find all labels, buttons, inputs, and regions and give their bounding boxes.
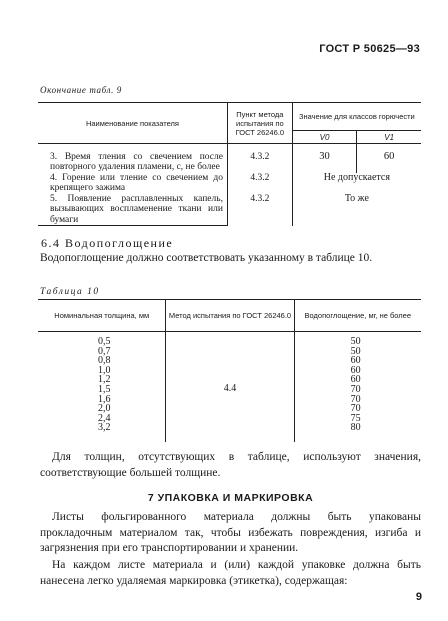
table9-header-method: Пункт метода испытания по ГОСТ 26246.0 bbox=[227, 103, 292, 144]
list-item: 50 bbox=[350, 345, 361, 357]
table9-row1-name: 3. Время тления со свечением после повторного удаления пламени, с, не более bbox=[50, 151, 223, 172]
table-row bbox=[38, 194, 421, 226]
list-item: 3,2 bbox=[98, 422, 111, 434]
standard-code: ГОСТ Р 50625—93 bbox=[319, 43, 420, 55]
table-row bbox=[38, 152, 421, 173]
list-item: 1,6 bbox=[98, 393, 111, 405]
list-item: 70 bbox=[350, 383, 361, 395]
list-item: 50 bbox=[350, 336, 361, 347]
list-item: 1,0 bbox=[98, 364, 111, 376]
table10-caption: Таблица 10 bbox=[40, 287, 100, 297]
table10-header-method: Метод испытания по ГОСТ 26246.0 bbox=[166, 300, 294, 332]
table9-row2-method: 4.3.2 bbox=[227, 173, 292, 194]
table9-row1-method: 4.3.2 bbox=[227, 152, 292, 173]
section-6-4-heading: 6.4 Водопоглощение bbox=[41, 236, 174, 250]
table9-row1-v0: 30 bbox=[292, 152, 357, 173]
table9-row2-name: 4. Горение или тление со свечением до крепящего зажима bbox=[50, 172, 223, 193]
table-9 bbox=[38, 102, 421, 226]
section-7-paragraph-2: На каждом листе материала и (или) каждой упаковке должна быть нанесена легко удаляемая маркировка (этикетка), содержащая: bbox=[40, 559, 421, 587]
list-item: 70 bbox=[350, 393, 361, 405]
table10-method-value: 4.4 bbox=[166, 332, 294, 442]
table10-thickness-list bbox=[38, 332, 166, 442]
table9-row2-value: Не допускается bbox=[323, 171, 390, 183]
table9-row3-value: То же bbox=[344, 192, 369, 204]
list-item: 75 bbox=[350, 412, 361, 424]
list-item: 70 bbox=[350, 403, 361, 415]
list-item: 80 bbox=[350, 422, 361, 434]
table9-header-name: Наименование показателя bbox=[38, 103, 227, 144]
list-item: 2,4 bbox=[98, 412, 111, 424]
list-item: 2,0 bbox=[98, 403, 111, 415]
list-item: 1,2 bbox=[98, 374, 111, 386]
table-10 bbox=[38, 299, 421, 442]
note-paragraph: Для толщин, отсутствующих в таблице, используют значения, соответствующие большей толщине. bbox=[40, 451, 421, 479]
table9-row1-v1: 60 bbox=[383, 150, 395, 162]
table9-header-v0: V0 bbox=[292, 131, 357, 144]
section-7-paragraph-1: Листы фольгированного материала должны быть упакованы прокладочным материалом так, чтобы избежать повреждения, изгиба и загрязнения при его транспортировании и хранении. bbox=[40, 511, 421, 554]
list-item: 0,5 bbox=[98, 336, 111, 347]
table9-row3-name: 5. Появление расплавленных капель, вызывающих воспламенение ткани или бумаги bbox=[50, 193, 223, 225]
section-6-4-text: Водопоглощение должно соответствовать указанному в таблице 10. bbox=[40, 252, 373, 264]
table10-header-water: Водопоглощение, мг, не более bbox=[294, 300, 421, 332]
table9-row3-method: 4.3.2 bbox=[227, 194, 292, 226]
list-item: 60 bbox=[350, 374, 361, 386]
table10-header-thickness: Номинальная толщина, мм bbox=[38, 300, 166, 332]
list-item: 0,7 bbox=[98, 345, 111, 357]
table9-header-v1: V1 bbox=[357, 131, 421, 144]
table9-header-values: Значение для классов горючести bbox=[292, 103, 421, 131]
section-7-heading: 7 УПАКОВКА И МАРКИРОВКА bbox=[147, 492, 314, 504]
page-number: 9 bbox=[415, 591, 422, 603]
list-item: 60 bbox=[350, 355, 361, 367]
table-row bbox=[38, 173, 421, 194]
table10-water-list bbox=[294, 332, 421, 442]
list-item: 60 bbox=[350, 364, 361, 376]
list-item: 0,8 bbox=[98, 355, 111, 367]
list-item: 1,5 bbox=[98, 383, 111, 395]
table9-caption: Окончание табл. 9 bbox=[40, 85, 122, 95]
